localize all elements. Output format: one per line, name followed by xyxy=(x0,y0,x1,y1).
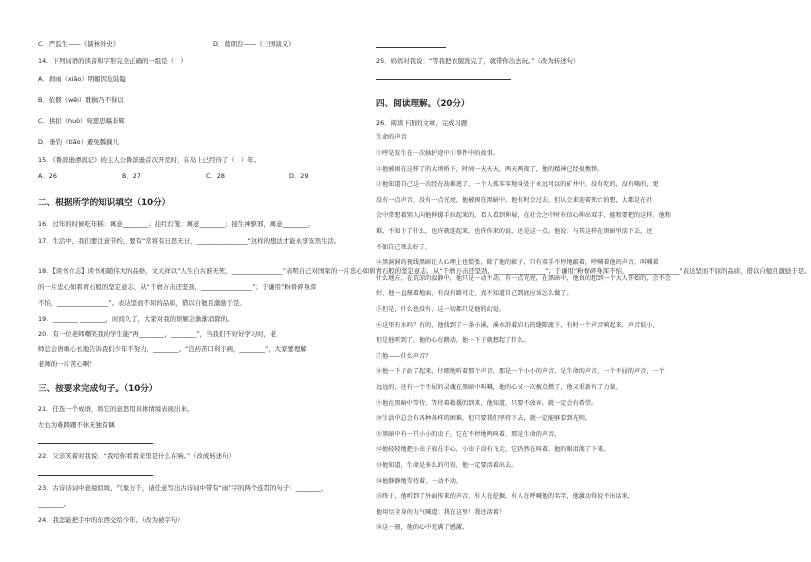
q20-line-2: 师总会语重心长地告诉我们少年不努力，________。“良药苦口利于病，________”，大家要理解 xyxy=(38,345,307,353)
q23-line-2: ________。 xyxy=(38,500,70,508)
q21-answer-line[interactable] xyxy=(38,443,153,444)
passage-paragraph: 他用尽全身的力气喊道：我在这里！我还活着！ xyxy=(376,508,506,516)
q18-line-2: 的一片忠心如碧青石般的坚定意志，从“千磨万击还坚劲，________________”；于谦用“粉骨碎身浑 xyxy=(38,283,317,291)
q25: 25．妈妈对我说：“等我把衣服洗完了，就带你出去玩。”（改为转述句） xyxy=(376,57,580,65)
q21-idioms: 左右为难踌躇不休无独有偶 xyxy=(38,421,115,429)
passage-paragraph: ⑨他在黑暗中等待，等待着救援的到来，他知道，只要不放弃，就一定会有希望。 xyxy=(376,399,598,407)
q15-option-d: D．29 xyxy=(289,172,309,180)
passage-paragraph: ⑩生活中总会有各种各样的困难，但只要我们坚持下去，就一定能够看到光明。 xyxy=(376,415,592,423)
q14-stem: 14．下列词语的读音和字形完全正确的一组是（ ） xyxy=(38,57,187,65)
passage-paragraph: ④黑洞洞的视线黑暗让人心理上也慌张，除了他的影子，只有双手不停地敲着，呼喊着他的声音，叫喊着 xyxy=(376,259,659,267)
passage-paragraph: ⑤但是，什么也没有，这一切都只是他的幻觉。 xyxy=(376,306,506,313)
q15-option-a: A．26 xyxy=(38,172,57,180)
passage-paragraph: ②他被困在这样了的大坝桥下，时间一天天天，两天两夜了，他的精神已经很憔悴。 xyxy=(376,165,604,173)
section-2-heading: 二、根据所学的知识填空（10分） xyxy=(38,198,171,208)
passage-paragraph: ⑥这里有水吗？有的，他找到了一条小溪，溪水沿着岩石的缝隙流下，有时一个声音响起来，声音很小， xyxy=(376,321,659,329)
q15-stem: 15．《鲁滨逊漂流记》的主人公鲁滨逊首次开荒时，在岛上已经待了（ ）年。 xyxy=(38,156,261,164)
q15-option-b: B．27 xyxy=(122,172,141,180)
q26: 26．阅读下面的文章，完成习题 xyxy=(376,119,468,127)
passage-paragraph: ⑯这一刻，他的心中充满了感激。 xyxy=(376,524,469,532)
q25-answer-line[interactable] xyxy=(376,79,511,80)
passage-paragraph: 没有一点声音，没有一点光亮，他被困在黑暗中。他有时会过去，但认会来迎着死亡的想，大都是在社 xyxy=(376,196,653,204)
passage-paragraph: ③他知道自己这一次经在劫难逃了，一个人孤零零地身处于永远可以的矿井中，没有吃的，没有喝的，更 xyxy=(376,181,659,189)
passage-paragraph: ⑪黑暗中有一只小小的虫子，它在不停地鸣叫着，那是生命的声音。 xyxy=(376,430,561,438)
passage-paragraph: 难，不知下了什么，也许就连起来，也许你来的说，还是这一点。他说：与其这样在黑暗里活下去，还 xyxy=(376,228,653,235)
passage-paragraph: ⑫他轻轻地把小虫子放在手心，小虫子没有飞走，它仍然在叫着，他的眼泪流了下来。 xyxy=(376,446,610,454)
passage-paragraph: 但是他听到了，他的心在跳动，他一下子就想起了什么。 xyxy=(376,337,530,345)
q24: 24．我怎能把手中的东西交给少年。（改为被字句） xyxy=(38,516,184,524)
section-4-heading: 四、阅读理解。（20分） xyxy=(376,99,470,109)
passage-paragraph: ⑭他静静地等待着，一动不动。 xyxy=(376,477,463,485)
passage-paragraph: 不如自己死去好了。 xyxy=(376,243,432,251)
q21: 21．任选一个成语，将它的意思用具体情境表现出来。 xyxy=(38,405,194,413)
q18-line-3: 不怕，________________”。表达坚而不屈的品质，借以自勉且激励于是。 xyxy=(38,299,246,307)
q23: 23．古诗诗词中意境似坡、气象万千，请任意写出古诗词中带有“雨”字的两个连贯的句子：________， xyxy=(38,484,328,492)
q18: 18．【读书立志】读书相随伟大的品格，文天祥以“人生自古谁无死，________________”表明自己对国家的一片忠心如碧青石般的坚定意志，从“千磨万击还坚劲，________________”；于谦用“粉骨碎身浑不怕，________________”表达坚而不屈的品质，借以自勉且激励于是。 xyxy=(38,267,811,275)
q24-answer-line[interactable] xyxy=(376,47,446,48)
passage-paragraph: ⑧他一下子站了起来，仔细地听着那个声音，那是一个小小的声音，是生命的声音，一个不屈的声音，一个 xyxy=(376,368,665,376)
q22: 22．父亲笑着对我说：“我给你看看来里是什么在响。”（改成转述句） xyxy=(38,452,235,460)
q13-option-c: C．严监生——《儒林外史》 xyxy=(38,40,120,48)
passage-paragraph: 好，他一直摸着地面，有没有路可走，真不知道自己到底应该怎么做了。 xyxy=(376,290,573,298)
section-3-heading: 三、按要求完成句子。（10分） xyxy=(38,384,158,394)
q15-option-c: C．28 xyxy=(206,172,225,180)
q13-option-d: D．葛朗台——《三国演义》 xyxy=(213,40,295,48)
passage-paragraph: ⑬他知道，生命是多么的可贵，他一定要活着出去。 xyxy=(376,462,518,469)
q14-option-b: B．依偎（wēi）耽搁乃不得以 xyxy=(38,96,124,104)
passage-paragraph: 什么地方，在荒凉的寂静中，他只是一动不动，有一点光亮，在黑暗中，他真的想到一个大人开始的，会不会 xyxy=(376,274,671,282)
passage-paragraph: ⑮终于，他听到了外面传来的声音，有人在挖掘，有人在呼喊他的名字，他激动得说不出话来， xyxy=(376,493,635,501)
passage-title: 生命的声音 xyxy=(376,134,407,141)
q16: 16．过年的时候吃年糕：寓意________；挂红灯笼：寓意________；接生神驱邪，寓意________。 xyxy=(38,220,315,228)
q14-option-a: A．刹雨（xiāo）明媚因危陆隘 xyxy=(38,75,127,83)
q19: 19．________ ________，时间久了，大家对我的误解会渐渐消除的。 xyxy=(38,315,234,323)
passage-paragraph: ①呼是发生在一次轴护途中①事件中的故事。 xyxy=(376,150,499,157)
q20: 20．有一位老师嘲笑我的学生能“再________，________”，当我们不好好学习时，老 xyxy=(38,330,277,338)
q20-line-3: 老师的一片苦心啊！ xyxy=(38,360,96,368)
passage-paragraph: 远远的，还有一个不屈的灵魂在黑暗中叫喊，他的心又一次被点燃了，他又重新有了力量。 xyxy=(376,384,622,391)
right-column xyxy=(376,0,794,562)
passage-paragraph: ⑦他——什么声音？ xyxy=(376,352,432,360)
q22-answer-line[interactable] xyxy=(38,475,153,476)
passage-paragraph: 会中常想着别人向他伸援手拉起来的，看人看到伸展，在社会之中时有信心伸出双手，能和要把的这样。他和 xyxy=(376,212,671,220)
q14-option-c: C．拱扣（huò）宛愿思稿非辉 xyxy=(38,117,125,125)
q14-option-d: D．垂钓（tiāo）避免瓢摘儿 xyxy=(38,138,119,146)
q17: 17．生活中，我们要注意节约，要有“常将有日思无日，________________”这样的想法才能永享安然生活。 xyxy=(38,237,341,245)
